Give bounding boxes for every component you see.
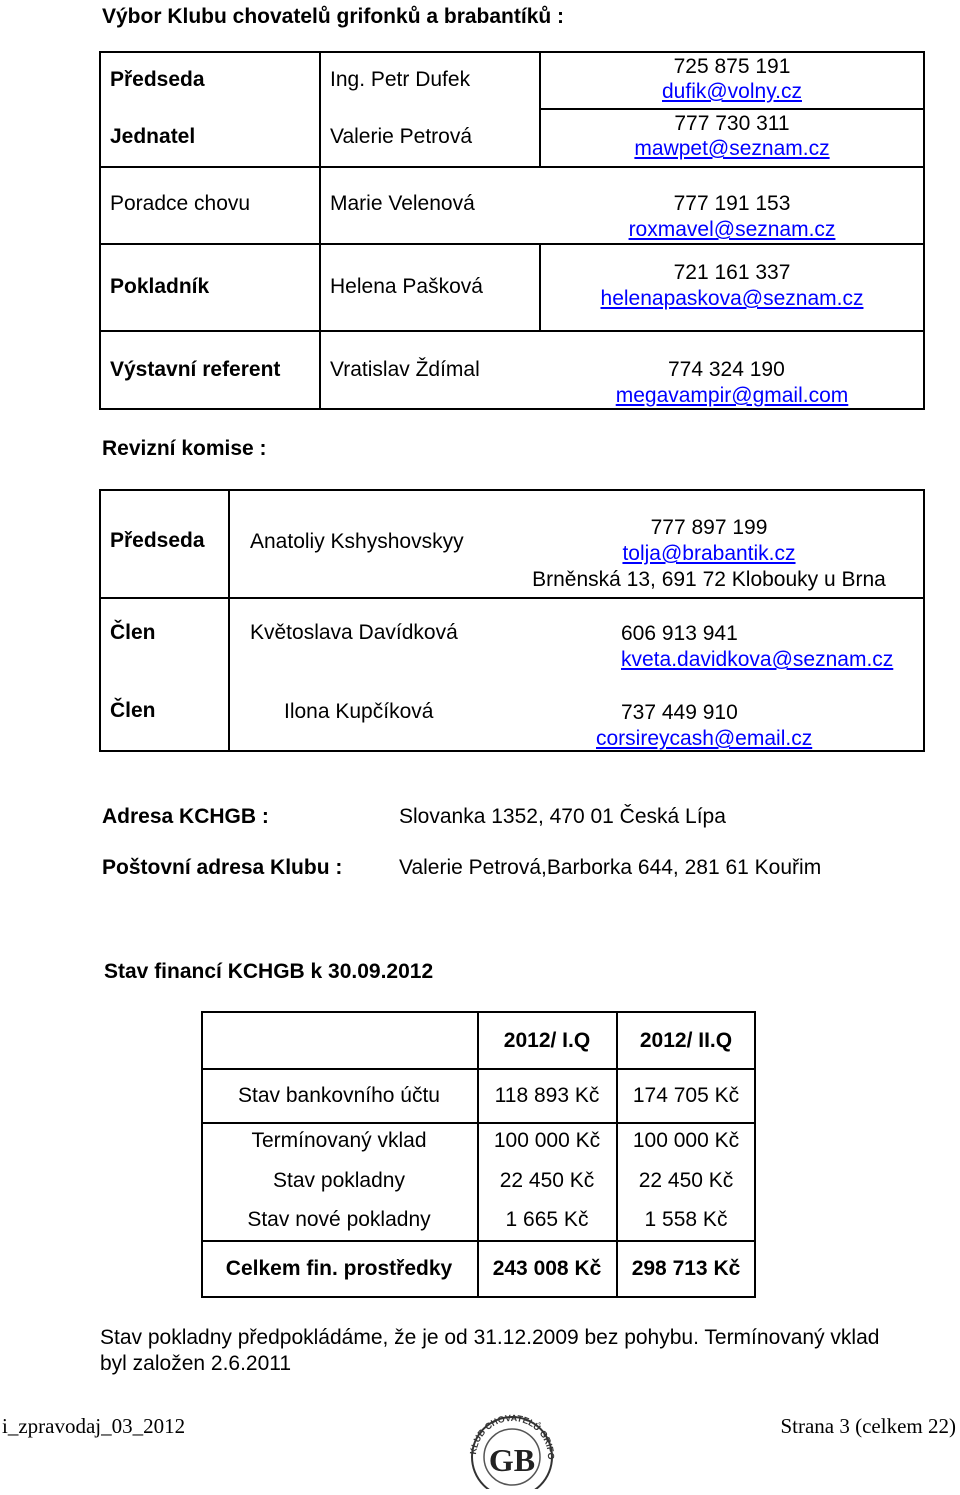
revision-address: Brněnská 13, 691 72 Klobouky u Brna: [532, 568, 886, 591]
committee-name: Vratislav Ždímal: [330, 358, 480, 381]
committee-phone: 774 324 190: [668, 358, 785, 381]
finance-total-cell: 243 008 Kč: [492, 1257, 602, 1280]
revision-phone: 737 449 910: [621, 701, 738, 724]
revision-name: Ilona Kupčíková: [284, 700, 434, 723]
revision-heading: Revizní komise :: [102, 437, 267, 460]
revision-phone: 777 897 199: [650, 516, 768, 539]
committee-phone: 725 875 191: [673, 55, 791, 78]
committee-phone: 777 730 311: [674, 112, 790, 135]
revision-role: Člen: [110, 699, 156, 722]
finance-title: Stav financí KCHGB k 30.09.2012: [104, 960, 434, 983]
revision-name: Květoslava Davídková: [250, 621, 458, 644]
finance-col-header: 2012/ II.Q: [639, 1029, 733, 1052]
committee-phone: 721 161 337: [673, 261, 791, 284]
committee-phone: 777 191 153: [673, 192, 791, 215]
finance-cell: 22 450 Kč: [638, 1169, 734, 1192]
revision-email-link[interactable]: tolja@brabantik.cz: [622, 542, 796, 565]
finance-cell: 118 893 Kč: [494, 1084, 600, 1107]
revision-email-link[interactable]: corsireycash@email.cz: [596, 727, 813, 750]
svg-text:KLUB CHOVATELŮ GRIFONKŮ A BRAB: KLUB CHOVATELŮ GRIFO: [468, 1412, 557, 1460]
committee-name: Marie Velenová: [330, 192, 475, 215]
committee-name: Helena Pašková: [330, 275, 483, 298]
committee-role: Výstavní referent: [110, 358, 281, 381]
finance-total-cell: 298 713 Kč: [631, 1257, 741, 1280]
club-logo: [464, 1409, 560, 1489]
committee-email-link[interactable]: dufik@volny.cz: [662, 80, 802, 103]
revision-role: Předseda: [110, 529, 205, 552]
committee-email-link[interactable]: roxmavel@seznam.cz: [628, 218, 836, 241]
finance-row-label: Stav pokladny: [273, 1169, 405, 1192]
finance-cell: 22 450 Kč: [499, 1169, 595, 1192]
revision-name: Anatoliy Kshyshovskyy: [250, 530, 464, 553]
finance-note-line2: byl založen 2.6.2011: [100, 1352, 292, 1375]
committee-role: Poradce chovu: [110, 192, 251, 215]
finance-col-header: 2012/ I.Q: [503, 1029, 591, 1052]
revision-role: Člen: [110, 621, 156, 644]
address-value: Slovanka 1352, 470 01 Česká Lípa: [399, 805, 726, 828]
revision-phone: 606 913 941: [621, 622, 738, 645]
finance-cell: 1 558 Kč: [644, 1208, 728, 1231]
svg-text:GB: GB: [488, 1442, 536, 1478]
finance-cell: 100 000 Kč: [493, 1129, 601, 1152]
footer-page-number: Strana 3 (celkem 22): [780, 1414, 956, 1438]
finance-row-label: Termínovaný vklad: [251, 1129, 427, 1152]
committee-email-link[interactable]: megavampir@gmail.com: [615, 384, 849, 407]
finance-note-line1: Stav pokladny předpokládáme, že je od 31.12.2009 bez pohybu. Termínovaný vklad: [100, 1326, 880, 1349]
address-label: Adresa KCHGB :: [102, 805, 269, 828]
committee-email-link[interactable]: helenapaskova@seznam.cz: [600, 287, 864, 310]
committee-role: Jednatel: [110, 125, 196, 148]
committee-name: Valerie Petrová: [330, 125, 473, 148]
committee-role: Pokladník: [110, 275, 210, 298]
committee-name: Ing. Petr Dufek: [330, 68, 471, 91]
finance-row-label: Stav bankovního účtu: [238, 1084, 440, 1107]
footer-issue: i_zpravodaj_03_2012: [2, 1414, 186, 1438]
finance-cell: 174 705 Kč: [632, 1084, 740, 1107]
committee-email-link[interactable]: mawpet@seznam.cz: [634, 137, 830, 160]
finance-row-label: Stav nové pokladny: [247, 1208, 431, 1231]
committee-role: Předseda: [110, 68, 205, 91]
page-heading: Výbor Klubu chovatelů grifonků a brabantíků :: [102, 5, 565, 28]
postal-address-label: Poštovní adresa Klubu :: [102, 856, 343, 879]
finance-total-label: Celkem fin. prostředky: [225, 1257, 453, 1280]
revision-email-link[interactable]: kveta.davidkova@seznam.cz: [621, 648, 894, 671]
finance-cell: 1 665 Kč: [505, 1208, 589, 1231]
postal-address-value: Valerie Petrová,Barborka 644, 281 61 Kouřim: [399, 856, 822, 879]
finance-cell: 100 000 Kč: [632, 1129, 740, 1152]
